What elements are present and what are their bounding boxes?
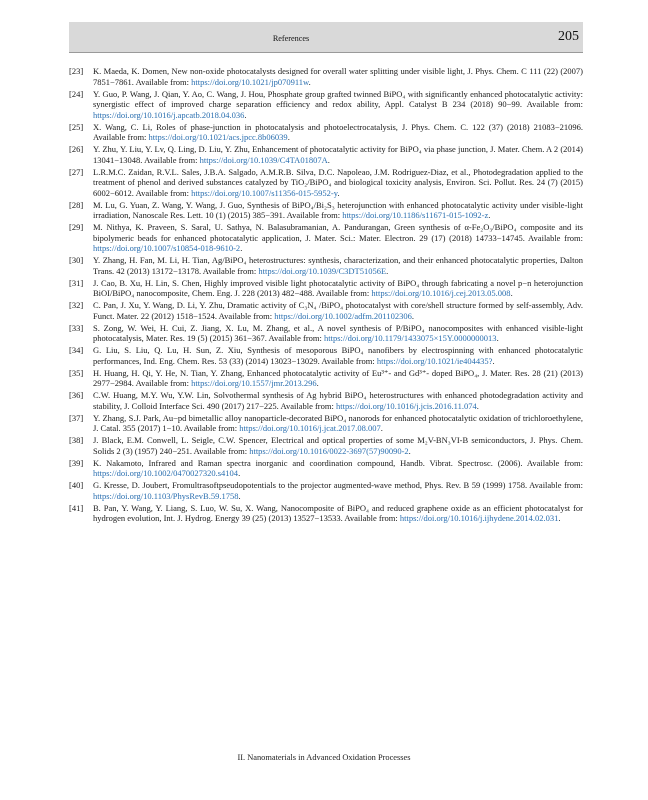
- reference-end-punctuation: .: [492, 355, 495, 366]
- reference-item: [69, 435, 583, 456]
- reference-text: C. Pan, J. Xu, Y. Wang, D. Li, Y. Zhu, Dramatic activity of C₃N₄ /BiPO₄ photocatalyst with core/shell structure formed by self-assembly, Adv. Funct. Mater. 22 (2012) 1518−1524. Available from:: [93, 300, 583, 321]
- reference-item: [69, 413, 583, 434]
- reference-end-punctuation: .: [327, 154, 330, 165]
- reference-item: [69, 200, 583, 221]
- page-footer: II. Nanomaterials in Advanced Oxidation Processes: [237, 753, 411, 762]
- reference-end-punctuation: .: [476, 400, 479, 411]
- reference-text: H. Huang, H. Qi, Y. He, N. Tian, Y. Zhang, Enhanced photocatalytic activity of Eu³⁺- and Gd³⁺- doped BiPO₄, J. Mater. Res. 28 (21) (2013) 2977−2984. Available from:: [93, 367, 583, 388]
- doi-link[interactable]: https://doi.org/10.1007/s11356-015-5952-y: [191, 187, 338, 198]
- reference-number: [29]: [69, 222, 84, 232]
- doi-link[interactable]: https://doi.org/10.1186/s11671-015-1092-z: [342, 210, 489, 220]
- doi-link[interactable]: https://doi.org/10.1002/0470027320.s4104: [93, 468, 239, 478]
- doi-link[interactable]: https://doi.org/10.1016/j.jcis.2016.11.074: [336, 400, 477, 411]
- reference-list: [69, 66, 583, 525]
- reference-item: [69, 122, 583, 143]
- reference-number: [23]: [69, 66, 84, 76]
- doi-link[interactable]: https://doi.org/10.1021/acs.jpcc.8b06039: [148, 132, 288, 142]
- reference-item: [69, 345, 583, 366]
- reference-text: G. Kresse, D. Joubert, Fromultrasoftpseudopotentials to the projector augmented-wave method, Phys. Rev. B 59 (1999) 1758. Available from:: [93, 480, 583, 490]
- reference-number: [40]: [69, 480, 84, 490]
- doi-link[interactable]: https://doi.org/10.1039/C3DT51056E: [258, 265, 387, 276]
- running-header: [69, 22, 583, 53]
- reference-text: Y. Zhang, H. Fan, M. Li, H. Tian, Ag/BiPO₄ heterostructures: synthesis, characterization, and their enhanced photocatalytic properties, Dalton Trans. 42 (2013) 13172−13178. Available from:: [93, 255, 583, 276]
- reference-end-punctuation: .: [287, 132, 290, 142]
- reference-text: Y. Zhang, S.J. Park, Au−pd bimetallic alloy nanoparticle-decorated BiPO₄ nanorods for enhanced photocatalytic oxidation of trichloroethylene, J. Catal. 355 (2017) 1−10. Available from:: [93, 412, 583, 433]
- reference-number: [35]: [69, 367, 84, 378]
- doi-link[interactable]: https://doi.org/10.1016/j.apcatb.2018.04.036: [93, 109, 245, 120]
- doi-link[interactable]: https://doi.org/10.1016/j.cej.2013.05.008: [371, 288, 511, 298]
- reference-text: Y. Zhu, Y. Liu, Y. Lv, Q. Ling, D. Liu, Y. Zhu, Enhancement of photocatalytic activity for BiPO₄ via phase junction, J. Mater. Chem. A 2 (2014) 13041−13048. Available from:: [93, 144, 583, 165]
- reference-number: [32]: [69, 300, 84, 310]
- page-number: 205: [558, 29, 579, 44]
- reference-number: [31]: [69, 277, 84, 288]
- doi-link[interactable]: https://doi.org/10.1007/s10854-018-9610-2: [93, 243, 241, 253]
- reference-item: [69, 89, 583, 121]
- reference-number: [37]: [69, 412, 84, 423]
- reference-text: M. Nithya, K. Praveen, S. Saral, U. Sathya, N. Balasubramanian, A. Pandurangan, Green synthesis of α-Fe₂O₃/BiPO₄ composite and its bipolymeric beads for enhanced photocatalytic application, J. Mater. Sci.: Mater. Electron. 29 (17) (2018) 14733−14745. Available from:: [93, 222, 583, 243]
- reference-text: J. Black, E.M. Conwell, L. Seigle, C.W. Spencer, Electrical and optical properties of some M₂V-BN₃VI-B semiconductors, J. Phys. Chem. Solids 2 (3) (1957) 240−251. Available from:: [93, 435, 583, 456]
- reference-item: [69, 368, 583, 389]
- reference-text: B. Pan, Y. Wang, Y. Liang, S. Luo, W. Su, X. Wang, Nanocomposite of BiPO₄ and reduced graphene oxide as an efficient photocatalyst for hydrogen evolution, Int. J. Hydrog. Energy 39 (25) (2013) 13527−13533. Available from:: [93, 502, 583, 523]
- reference-text: M. Lu, G. Yuan, Z. Wang, Y. Wang, J. Guo, Synthesis of BiPO₄/Bi₂S₃ heterojunction with enhanced photocatalytic activity under visible-light irradiation, Nanoscale Res. Lett. 10 (1) (2015) 385−391. Available from:: [93, 199, 583, 220]
- reference-text: K. Maeda, K. Domen, New non-oxide photocatalysts designed for overall water splitting under visible light, J. Phys. Chem. C 111 (22) (2007) 7851−7861. Available from:: [93, 66, 583, 87]
- reference-number: [26]: [69, 144, 84, 154]
- reference-item: [69, 167, 583, 199]
- reference-end-punctuation: .: [308, 76, 311, 87]
- reference-end-punctuation: .: [238, 490, 241, 501]
- reference-end-punctuation: .: [408, 445, 411, 456]
- reference-number: [39]: [69, 457, 84, 468]
- reference-number: [24]: [69, 88, 84, 99]
- doi-link[interactable]: https://doi.org/10.1103/PhysRevB.59.1758: [93, 490, 239, 501]
- reference-end-punctuation: .: [238, 468, 241, 478]
- reference-text: X. Wang, C. Li, Roles of phase-junction in photocatalysis and photoelectrocatalysis, J. Phys. Chem. C. 122 (37) (2018) 21083−21096. Available from:: [93, 121, 583, 142]
- doi-link[interactable]: https://doi.org/10.1179/1433075×15Y.0000000013: [324, 333, 497, 343]
- reference-end-punctuation: .: [510, 288, 513, 298]
- reference-item: [69, 480, 583, 501]
- reference-number: [41]: [69, 502, 84, 513]
- reference-text: Y. Guo, P. Wang, J. Qian, Y. Ao, C. Wang, J. Hou, Phosphate group grafted twinned BiPO₄ with significantly enhanced photocatalytic activity: synergistic effect of improved charge separation efficiency and redox ability, Appl. Catalyst B 234 (2018) 90−99. Available from:: [93, 88, 583, 109]
- doi-link[interactable]: https://doi.org/10.1002/adfm.201102306: [274, 310, 412, 321]
- reference-number: [30]: [69, 255, 84, 265]
- reference-text: K. Nakamoto, Infrared and Raman spectra inorganic and coordination compound, Handb. Vibrat. Spectrosc. (2006). Available from:: [93, 457, 583, 468]
- reference-end-punctuation: .: [558, 513, 561, 523]
- doi-link[interactable]: https://doi.org/10.1016/0022-3697(57)90090-2: [249, 445, 409, 456]
- doi-link[interactable]: https://doi.org/10.1016/j.ijhydene.2014.02.031: [399, 513, 559, 523]
- reference-item: [69, 323, 583, 344]
- reference-number: [36]: [69, 390, 84, 400]
- reference-end-punctuation: .: [337, 187, 340, 198]
- reference-end-punctuation: .: [240, 243, 243, 253]
- reference-number: [33]: [69, 322, 84, 333]
- reference-text: S. Zong, W. Wei, H. Cui, Z. Jiang, X. Lu, M. Zhang, et al., A novel synthesis of P/BiPO₄ nanocomposites with enhanced visible-light photocatalysis, Mater. Res. 19 (5) (2015) 361−367. Available from:: [93, 322, 583, 343]
- reference-text: C.W. Huang, M.Y. Wu, Y.W. Lin, Solvothermal synthesis of Ag hybrid BiPO₄ heterostructures with enhanced photodegradation activity and stability, J. Colloid Interface Sci. 490 (2017) 217−225. Available from:: [93, 390, 583, 411]
- doi-link[interactable]: https://doi.org/10.1557/jmr.2013.296: [191, 378, 317, 388]
- reference-number: [28]: [69, 199, 84, 210]
- reference-text: L.R.M.C. Zaidan, R.V.L. Sales, J.B.A. Salgado, A.M.R.B. Silva, D.C. Napoleao, J.M. Rodriguez-Diaz, et al., Photodegradation applied to the treatment of phenol and derived substances catalyzed by TiO₂/BiPO₄ and biological toxicity analysis, Environ. Sci. Pollut. Res. 24 (7) (2015) 6002−6012. Available from:: [93, 166, 583, 198]
- reference-number: [25]: [69, 121, 84, 132]
- doi-link[interactable]: https://doi.org/10.1016/j.jcat.2017.08.007: [239, 423, 381, 433]
- reference-end-punctuation: .: [488, 210, 491, 220]
- doi-link[interactable]: https://doi.org/10.1021/jp070911w: [191, 76, 309, 87]
- reference-end-punctuation: .: [316, 378, 319, 388]
- reference-end-punctuation: .: [244, 109, 247, 120]
- reference-item: [69, 390, 583, 411]
- reference-end-punctuation: .: [386, 265, 389, 276]
- running-head-title: References: [272, 34, 310, 43]
- reference-item: [69, 222, 583, 254]
- reference-text: J. Cao, B. Xu, H. Lin, S. Chen, Highly improved visible light photocatalytic activity of BiPO₄ through fabricating a novel p−n heterojunction BiOI/BiPO₄ nanocomposite, Chem. Eng. J. 228 (2013) 482−488. Available from:: [93, 277, 583, 298]
- reference-item: [69, 66, 583, 87]
- reference-item: [69, 278, 583, 299]
- reference-item: [69, 144, 583, 165]
- reference-item: [69, 503, 583, 524]
- reference-number: [34]: [69, 345, 84, 355]
- reference-end-punctuation: .: [380, 423, 383, 433]
- reference-end-punctuation: .: [411, 310, 414, 321]
- doi-link[interactable]: https://doi.org/10.1021/ie404435?: [376, 355, 493, 366]
- reference-number: [38]: [69, 435, 84, 445]
- reference-end-punctuation: .: [496, 333, 499, 343]
- reference-item: [69, 255, 583, 276]
- reference-item: [69, 300, 583, 321]
- reference-text: G. Liu, S. Liu, Q. Lu, H. Sun, Z. Xiu, Synthesis of mesoporous BiPO₄ nanofibers by electrospinning with enhanced photocatalytic performances, Ind. Eng. Chem. Res. 53 (33) (2014) 13023−13029. Available from:: [93, 345, 583, 366]
- reference-number: [27]: [69, 166, 84, 177]
- reference-item: [69, 458, 583, 479]
- doi-link[interactable]: https://doi.org/10.1039/C4TA01807A: [199, 154, 328, 165]
